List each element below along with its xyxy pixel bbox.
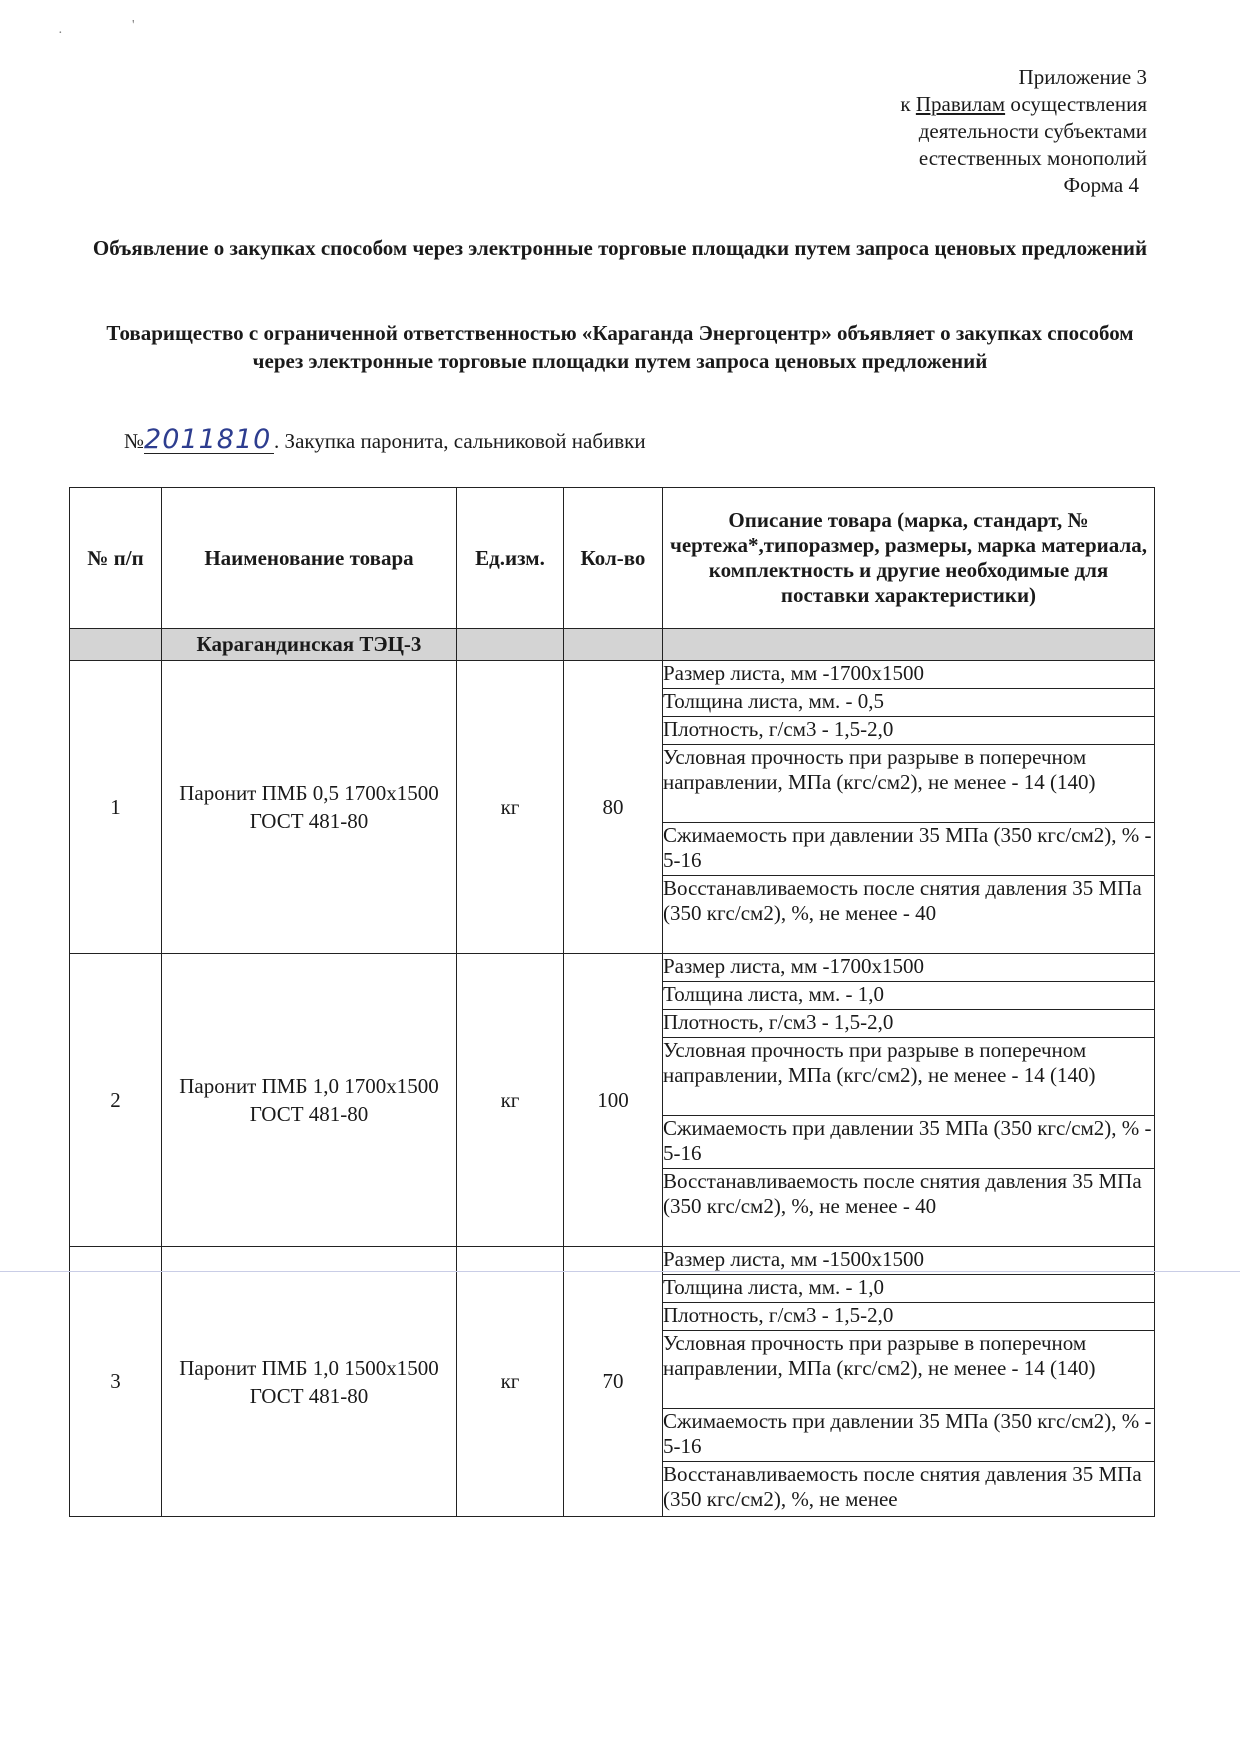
number-sign: № xyxy=(124,429,145,453)
spec-cut-text: Восстанавливаемость после снятия давления 35 МПа (350 кгс/см2), %, не менее xyxy=(663,1462,1142,1511)
item-name: Паронит ПМБ 1,0 1500х1500 ГОСТ 481-80 xyxy=(162,1247,457,1517)
appendix-rules-line xyxy=(900,91,1147,118)
appendix-line-4: естественных монополий xyxy=(918,146,1147,170)
spec-cell: Условная прочность при разрыве в поперечном направлении, МПа (кгс/см2), не менее - 14 (140) xyxy=(663,1038,1155,1116)
scan-speck: ' xyxy=(132,18,135,33)
item-unit: кг xyxy=(457,661,564,954)
spec-cell: Условная прочность при разрыве в поперечном направлении, МПа (кгс/см2), не менее - 14 (140) xyxy=(663,745,1155,823)
spec-cell: Восстанавливаемость после снятия давления 35 МПа (350 кгс/см2), %, не менее - 40 xyxy=(663,876,1155,954)
item-number: 2 xyxy=(70,954,162,1247)
item-name: Паронит ПМБ 0,5 1700х1500 ГОСТ 481-80 xyxy=(162,661,457,954)
spec-cell: Толщина листа, мм. - 1,0 xyxy=(663,1275,1155,1303)
document-title: Объявление о закупках способом через электронные торговые площадки путем запроса ценовых предложений xyxy=(92,236,1148,260)
spec-cell: Восстанавливаемость после снятия давления 35 МПа (350 кгс/см2), %, не менее - 40 xyxy=(663,1169,1155,1247)
spec-cell: Размер листа, мм -1700х1500 xyxy=(663,661,1155,689)
section-cell-empty xyxy=(70,629,162,661)
spec-cell: Сжимаемость при давлении 35 МПа (350 кгс/см2), % - 5-16 xyxy=(663,1116,1155,1169)
form-number: Форма 4 xyxy=(1063,173,1139,197)
section-row xyxy=(70,629,1155,661)
spec-cell: Сжимаемость при давлении 35 МПа (350 кгс/см2), % - 5-16 xyxy=(663,823,1155,876)
header-unit: Ед.изм. xyxy=(457,488,564,629)
scan-artifact-line xyxy=(0,1271,1240,1272)
item-qty: 70 xyxy=(564,1247,663,1517)
appendix-number: Приложение 3 xyxy=(1018,65,1147,89)
table-row xyxy=(70,661,1155,689)
appendix-header xyxy=(900,64,1147,199)
item-name: Паронит ПМБ 1,0 1700х1500 ГОСТ 481-80 xyxy=(162,954,457,1247)
table-row xyxy=(70,954,1155,982)
rules-link: Правилам xyxy=(915,92,1006,116)
spec-cell: Плотность, г/см3 - 1,5-2,0 xyxy=(663,717,1155,745)
item-qty: 80 xyxy=(564,661,663,954)
spec-cell: Толщина листа, мм. - 1,0 xyxy=(663,982,1155,1010)
scan-speck: · xyxy=(58,26,63,41)
appendix-prefix: к xyxy=(900,92,916,116)
header-description: Описание товара (марка, стандарт, № чертежа*,типоразмер, размеры, марка материала, комплектность и другие необходимые для поставки характеристики) xyxy=(663,488,1155,629)
item-number: 1 xyxy=(70,661,162,954)
purchase-number: 2011810 xyxy=(144,427,274,454)
table-header-row xyxy=(70,488,1155,629)
spec-cell: Сжимаемость при давлении 35 МПа (350 кгс/см2), % - 5-16 xyxy=(663,1409,1155,1462)
spec-cell: Плотность, г/см3 - 1,5-2,0 xyxy=(663,1010,1155,1038)
spec-cell: Размер листа, мм -1700х1500 xyxy=(663,954,1155,982)
announcement-subtitle: Товарищество с ограниченной ответственностью «Караганда Энергоцентр» объявляет о закупках способом через электронные торговые площадки путем запроса ценовых предложений xyxy=(106,321,1134,373)
spec-cell: Условная прочность при разрыве в поперечном направлении, МПа (кгс/см2), не менее - 14 (140) xyxy=(663,1331,1155,1409)
section-cell-empty xyxy=(564,629,663,661)
section-name: Карагандинская ТЭЦ-3 xyxy=(162,629,457,661)
section-cell-empty xyxy=(457,629,564,661)
section-cell-empty xyxy=(663,629,1155,661)
spec-cell-cut xyxy=(663,1462,1155,1517)
spec-cell: Толщина листа, мм. - 0,5 xyxy=(663,689,1155,717)
item-unit: кг xyxy=(457,954,564,1247)
purchase-title: . Закупка паронита, сальниковой набивки xyxy=(274,429,646,453)
item-number: 3 xyxy=(70,1247,162,1517)
header-qty: Кол-во xyxy=(564,488,663,629)
header-num: № п/п xyxy=(70,488,162,629)
item-qty: 100 xyxy=(564,954,663,1247)
spec-cell: Размер листа, мм -1500х1500 xyxy=(663,1247,1155,1275)
purchase-line xyxy=(124,426,646,456)
spec-cell: Плотность, г/см3 - 1,5-2,0 xyxy=(663,1303,1155,1331)
goods-table xyxy=(69,487,1155,1517)
item-unit: кг xyxy=(457,1247,564,1517)
appendix-line-3: деятельности субъектами xyxy=(918,119,1147,143)
header-name: Наименование товара xyxy=(162,488,457,629)
appendix-suffix: осуществления xyxy=(1005,92,1147,116)
